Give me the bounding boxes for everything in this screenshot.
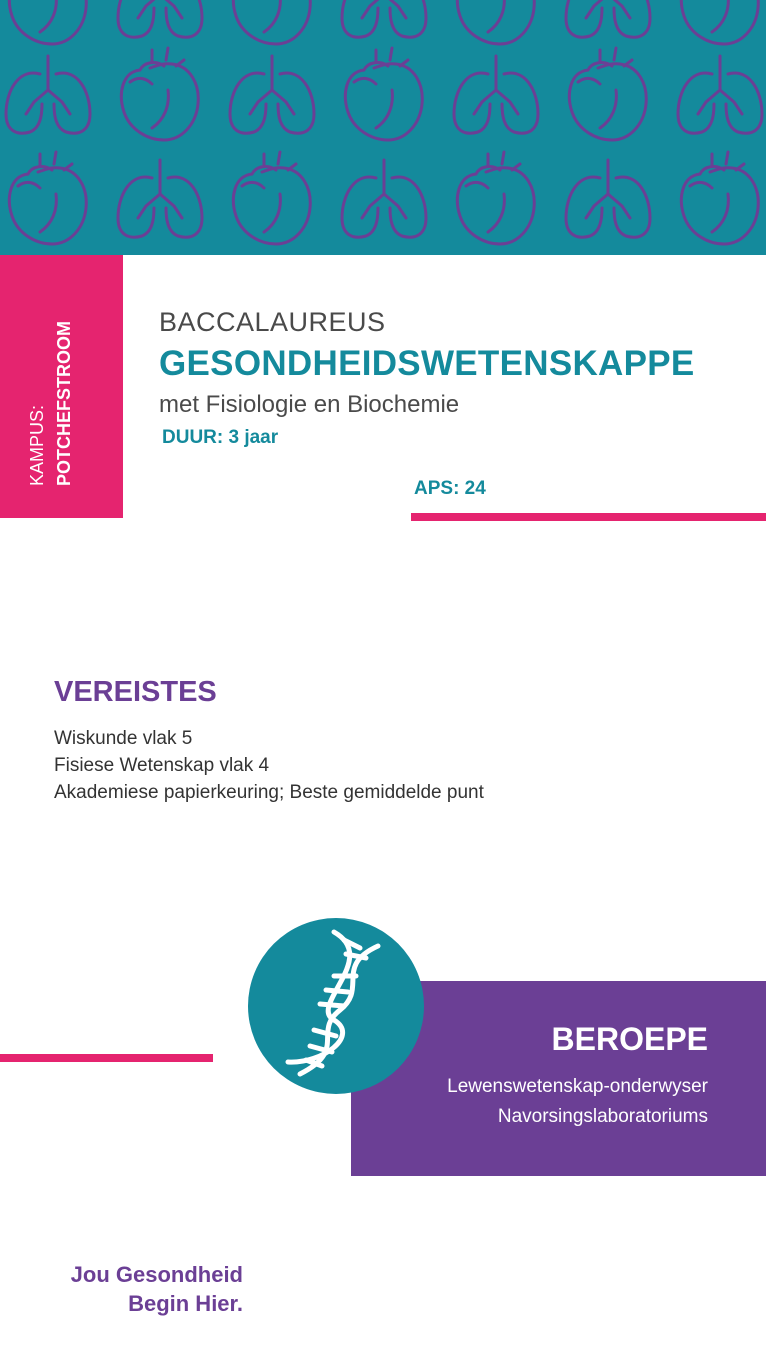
lungs-icon: [566, 0, 650, 37]
lungs-icon: [118, 160, 202, 237]
heart-icon: [233, 0, 310, 44]
lungs-icon: [342, 160, 426, 237]
lungs-icon: [678, 56, 762, 133]
heart-icon: [681, 152, 758, 244]
slogan: [54, 1260, 243, 1318]
organ-pattern-banner: [0, 0, 766, 255]
heart-icon: [233, 152, 310, 244]
careers-list: [447, 1072, 708, 1132]
degree-title: GESONDHEIDSWETENSKAPPE: [159, 344, 695, 383]
heart-icon: [121, 48, 198, 140]
campus-label-text: KAMPUS:: [27, 404, 47, 486]
slogan-line-2: Begin Hier.: [128, 1291, 243, 1316]
lungs-icon: [6, 56, 90, 133]
requirements-title: VEREISTES: [54, 676, 217, 708]
heart-icon: [9, 152, 86, 244]
campus-label: [24, 286, 78, 486]
dna-badge: [248, 918, 424, 1094]
heart-icon: [9, 0, 86, 44]
career-item: Lewenswetenskap-onderwyser: [447, 1076, 708, 1097]
aps-score: APS: 24: [414, 478, 486, 499]
lungs-icon: [454, 56, 538, 133]
heart-icon: [457, 152, 534, 244]
lungs-icon: [118, 0, 202, 37]
slogan-line-1: Jou Gesondheid: [70, 1262, 243, 1287]
duration: DUUR: 3 jaar: [162, 427, 279, 448]
heart-icon: [457, 0, 534, 44]
heart-icon: [569, 48, 646, 140]
requirement-item: Wiskunde vlak 5: [54, 728, 193, 749]
career-item: Navorsingslaboratoriums: [497, 1106, 708, 1127]
organ-pattern: [0, 0, 766, 255]
divider-line-top: [411, 513, 766, 521]
lungs-icon: [566, 160, 650, 237]
requirement-item: Akademiese papierkeuring; Beste gemiddelde punt: [54, 782, 484, 803]
dna-icon: [248, 918, 424, 1094]
requirement-item: Fisiese Wetenskap vlak 4: [54, 755, 270, 776]
requirements-list: [54, 725, 484, 806]
degree-subtitle: met Fisiologie en Biochemie: [159, 391, 460, 418]
heart-icon: [345, 48, 422, 140]
degree-kind: BACCALAUREUS: [159, 307, 386, 337]
careers-title: BEROEPE: [551, 1021, 708, 1057]
lungs-icon: [342, 0, 426, 37]
heart-icon: [681, 0, 758, 44]
campus-name: POTCHEFSTROOM: [54, 321, 74, 486]
lungs-icon: [230, 56, 314, 133]
divider-line-bottom: [0, 1054, 213, 1062]
